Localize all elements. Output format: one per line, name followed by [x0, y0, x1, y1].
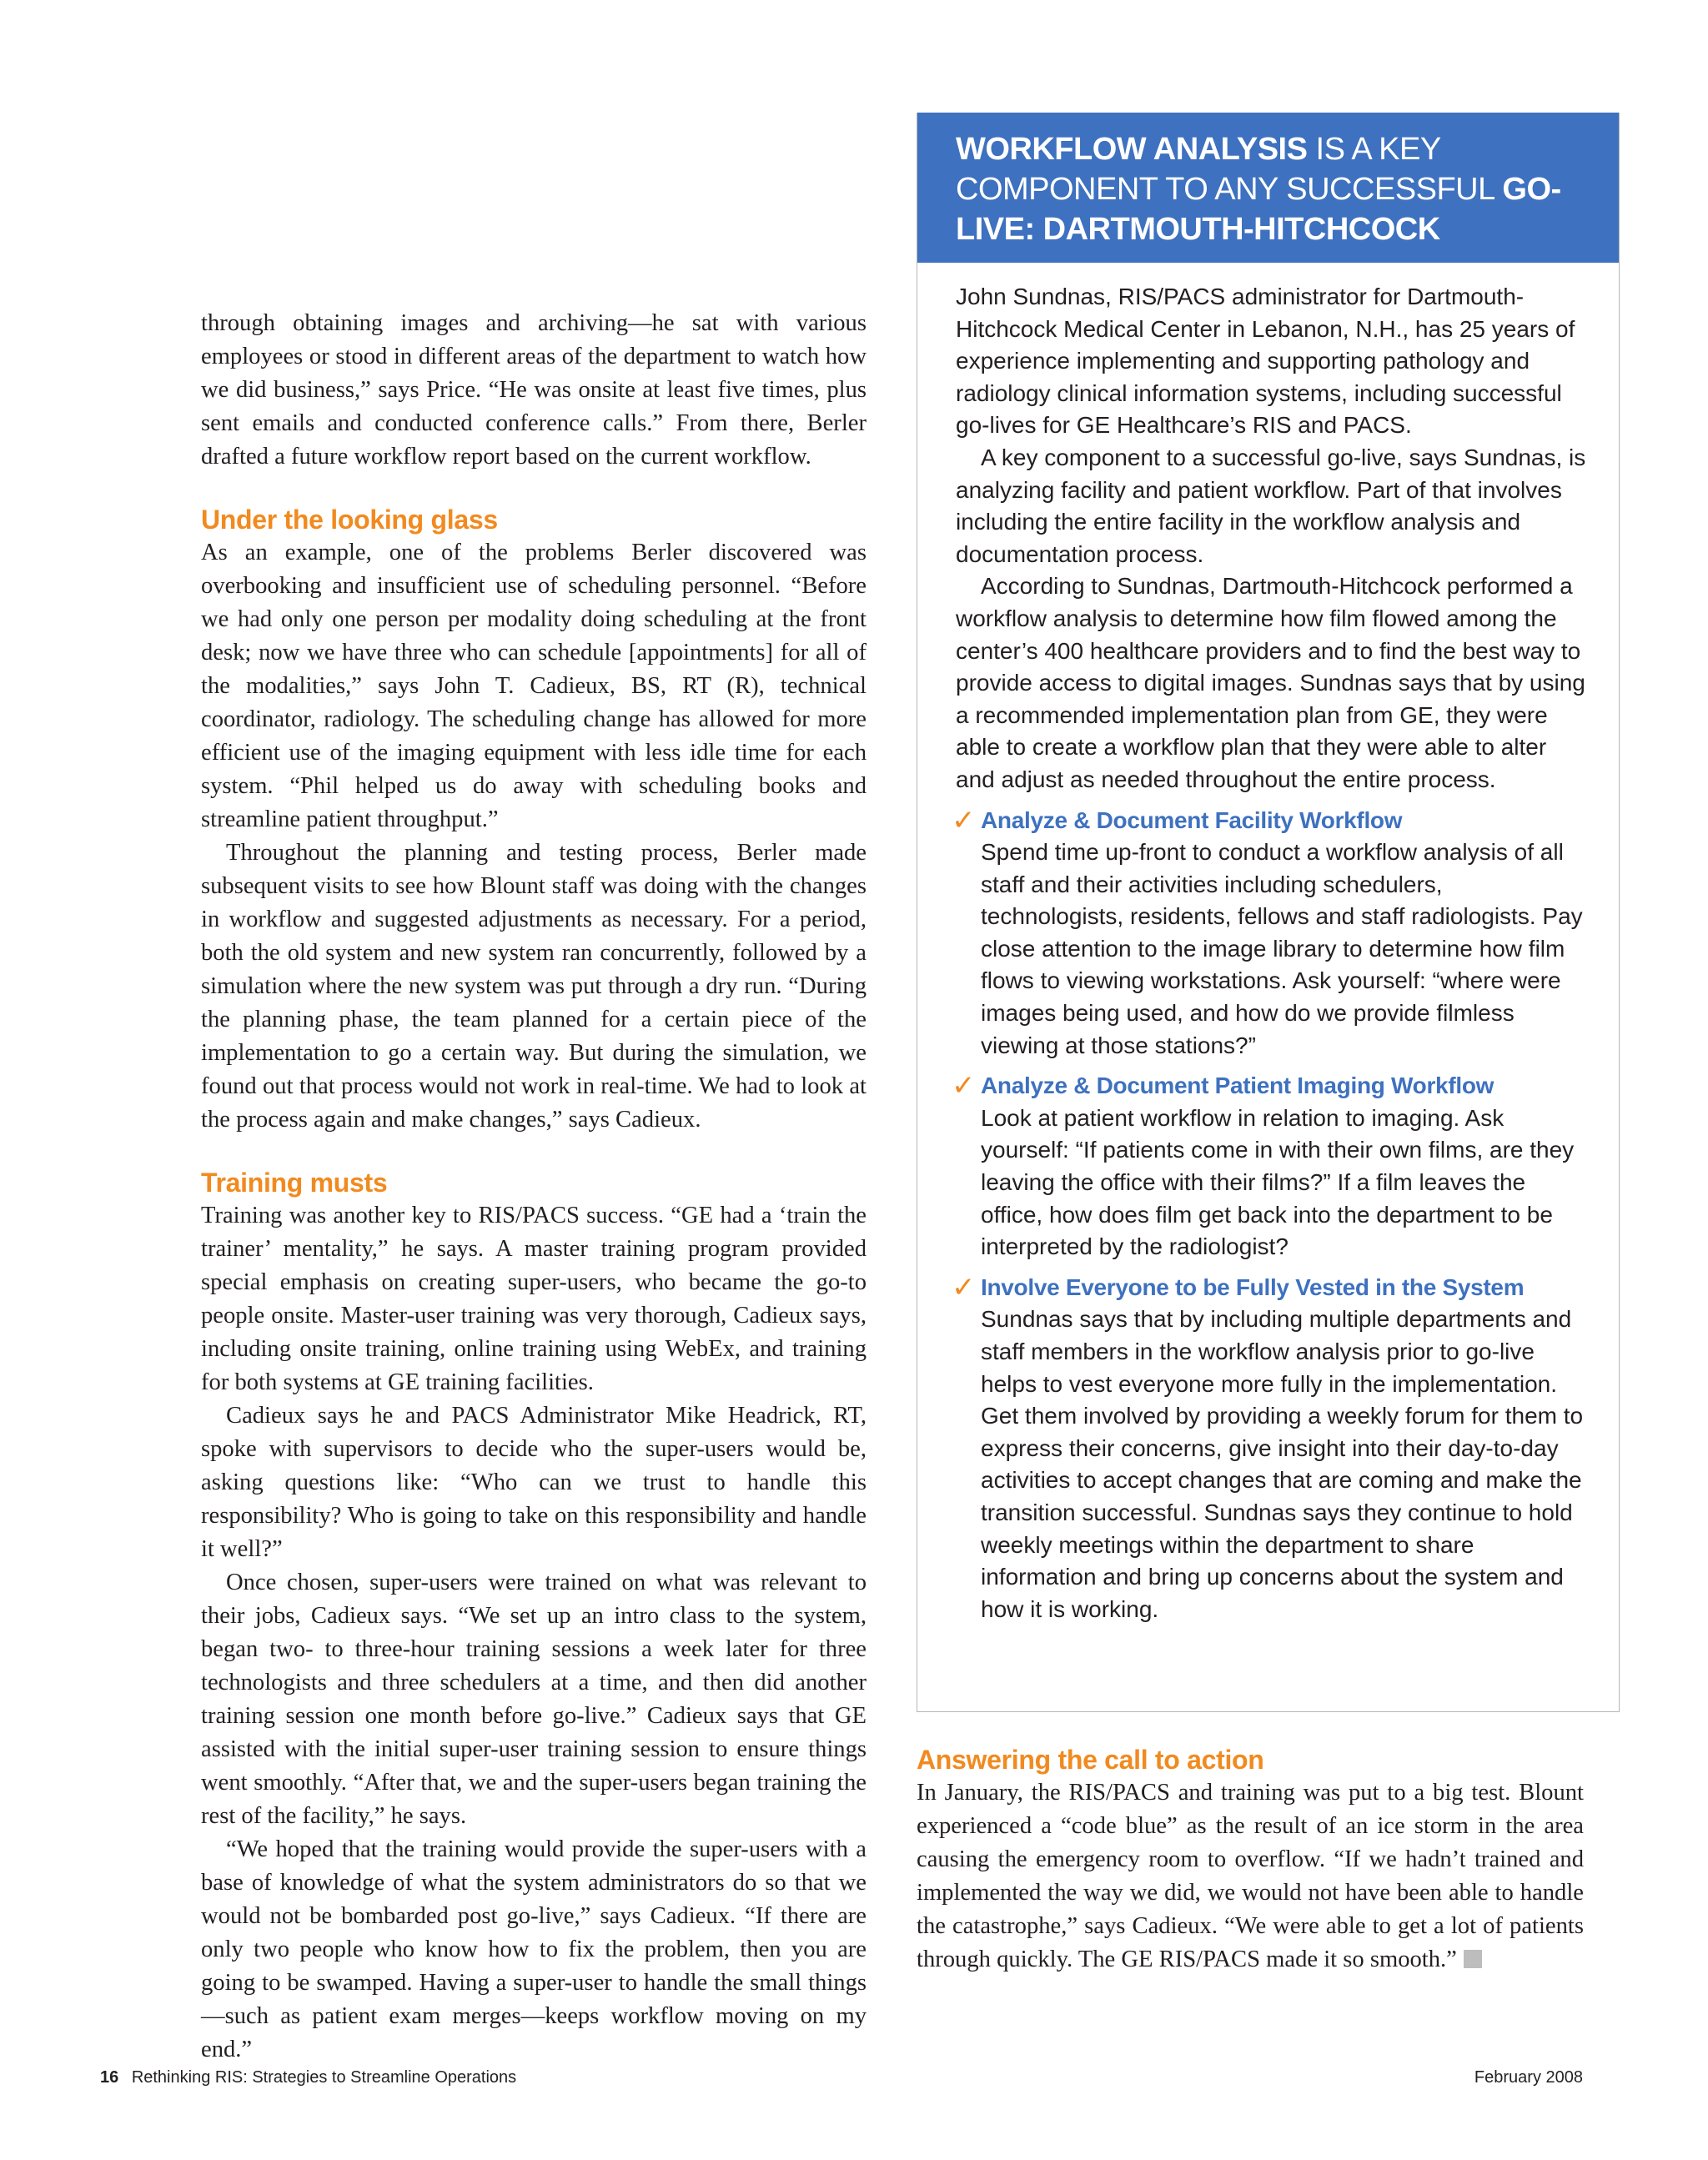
publication-title: Rethinking RIS: Strategies to Streamline Operations [131, 2068, 517, 2087]
sidebar-title-regular: IS A KEY COMPONENT TO ANY SUCCESSFUL [956, 132, 1503, 207]
sidebar-title-bold: GO-LIVE: DARTMOUTH-HITCHCOCK [956, 172, 1561, 247]
checklist-text: Spend time up-front to conduct a workflow analysis of all staff and their activities including schedulers, technologists, residents, fellows and staff radiologists. Pay close attention to the image library to determine how film flows to viewing workstations. Ask yourself: “where were images being used, and how do we provide filmless viewing at those stations?” [981, 839, 1583, 1058]
body-paragraph: Cadieux says he and PACS Administrator Mike Headrick, RT, spoke with supervisors to decide who the super-users would be, asking questions like: “Who can we trust to handle this responsibility? Who is going to take on this responsibility and handle it well?” [201, 1403, 867, 1562]
sidebar-paragraph: According to Sundnas, Dartmouth-Hitchcock performed a workflow analysis to determine how film flowed among the center’s 400 healthcare providers and to find the best way to provide access to digital images. Sundnas says that by using a recommended implementation plan from GE, they were able to create a workflow plan that they were able to alter and adjust as needed throughout the entire process. [956, 573, 1585, 792]
body-paragraph: through obtaining images and archiving—he sat with various employees or stood in different areas of the department to watch how we did business,” says Price. “He was onsite at least five times, plus sent emails and conducted conference calls.” From there, Berler drafted a future workflow report based on the current workflow. [201, 310, 867, 470]
body-paragraph: As an example, one of the problems Berler discovered was overbooking and insufficient use of scheduling personnel. “Before we had only one person per modality doing scheduling at the front desk; now we have three who can schedule [appointments] for all of the modalities,” says John T. Cadieux, BS, RT (R), technical coordinator, radiology. The scheduling change has allowed for more efficient use of the imaging equipment with less idle time for each system. “Phil helped us do away with scheduling books and streamline patient throughput.” [201, 540, 867, 832]
body-paragraph: Once chosen, super-users were trained on what was relevant to their jobs, Cadieux says. “We set up an intro class to the system, began two- to three-hour training sessions a week later for three technologists and three schedulers at a time, and then did another training session one month before go-live.” Cadieux says that GE assisted with the initial super-user training session to ensure things went smoothly. “After that, we and the super-users began training the rest of the facility,” he says. [201, 1570, 867, 1829]
body-paragraph: Throughout the planning and testing process, Berler made subsequent visits to see how Blount staff was doing with the changes in workflow and suggested adjustments as necessary. For a period, both the old system and new system ran concurrently, followed by a simulation where the new system was put through a dry run. “During the planning phase, the team planned for a certain piece of the implementation to go a certain way. But during the simulation, we found out that process would not work in real-time. We had to look at the process again and make changes,” says Cadieux. [201, 840, 867, 1133]
section-heading-training-musts: Training musts [201, 1168, 388, 1198]
checkmark-icon: ✓ [952, 1069, 976, 1103]
checklist-item [952, 1270, 1590, 1626]
end-of-article-square-icon [1464, 1950, 1482, 1968]
checklist-title: Analyze & Document Facility Workflow [981, 806, 1403, 833]
left-column [201, 307, 867, 2067]
checklist-item [952, 803, 1590, 1062]
sidebar-content [952, 281, 1590, 1625]
checklist-title: Involve Everyone to be Fully Vested in the System [981, 1273, 1525, 1300]
sidebar-paragraph: A key component to a successful go-live, says Sundnas, is analyzing facility and patient workflow. Part of that involves including the entire facility in the workflow analysis and documentation process. [956, 444, 1586, 567]
body-paragraph [917, 1776, 1584, 1977]
body-paragraph: “We hoped that the training would provide the super-users with a base of knowledge of what the system administrators do so that we would not be bombarded post go-live,” says Cadieux. “If there are only two people who know how to fix the problem, then you are going to be swamped. Having a super-user to handle the small things—such as patient exam merges—keeps workflow moving on my end.” [201, 1836, 867, 2062]
sidebar-title [917, 113, 1619, 263]
page-footer [100, 2067, 1583, 2088]
sidebar-box [917, 113, 1620, 1712]
closing-paragraph-text: In January, the RIS/PACS and training was put to a big test. Blount experienced a “code blue” as the result of an ice storm in the area causing the emergency room to overflow. “If we hadn’t trained and implemented the way we did, we would not have been able to handle the catastrophe,” says Cadieux. “We were able to get a lot of patients through quickly. The GE RIS/PACS made it so smooth.” [917, 1780, 1584, 1972]
checklist-text: Sundnas says that by including multiple departments and staff members in the workflow analysis prior to go-live helps to vest everyone more fully in the implementation. Get them involved by providing a weekly forum for them to express their concerns, give insight into their day-to-day activities to accept changes that are coming and make the transition successful. Sundnas says they continue to hold weekly meetings within the department to share information and bring up concerns about the system and how it is working. [981, 1306, 1584, 1622]
checklist-item [952, 1069, 1590, 1263]
section-heading-call-to-action: Answering the call to action [917, 1745, 1264, 1775]
checklist-title: Analyze & Document Patient Imaging Workflow [981, 1072, 1494, 1099]
sidebar-paragraph: John Sundnas, RIS/PACS administrator for Dartmouth-Hitchcock Medical Center in Lebanon, N.H., has 25 years of experience implementing and supporting pathology and radiology clinical information systems, including successful go-lives for GE Healthcare’s RIS and PACS. [956, 284, 1575, 439]
issue-date: February 2008 [1474, 2068, 1583, 2087]
checklist-text: Look at patient workflow in relation to imaging. Ask yourself: “If patients come in with their own films, are they leaving the office with their films?” If a film leaves the office, how does film get back into the department to be interpreted by the radiologist? [981, 1104, 1575, 1260]
body-paragraph: Training was another key to RIS/PACS success. “GE had a ‘train the trainer’ mentality,” he says. A master training program provided special emphasis on creating super-users, who became the go-to people onsite. Master-user training was very thorough, Cadieux says, including onsite training, online training using WebEx, and training for both systems at GE training facilities. [201, 1203, 867, 1395]
right-column [917, 1743, 1584, 1977]
checkmark-icon: ✓ [952, 803, 976, 837]
sidebar-title-bold: WORKFLOW ANALYSIS [956, 132, 1308, 167]
section-heading-looking-glass: Under the looking glass [201, 505, 498, 535]
checkmark-icon: ✓ [952, 1270, 976, 1304]
page-number: 16 [100, 2068, 119, 2087]
